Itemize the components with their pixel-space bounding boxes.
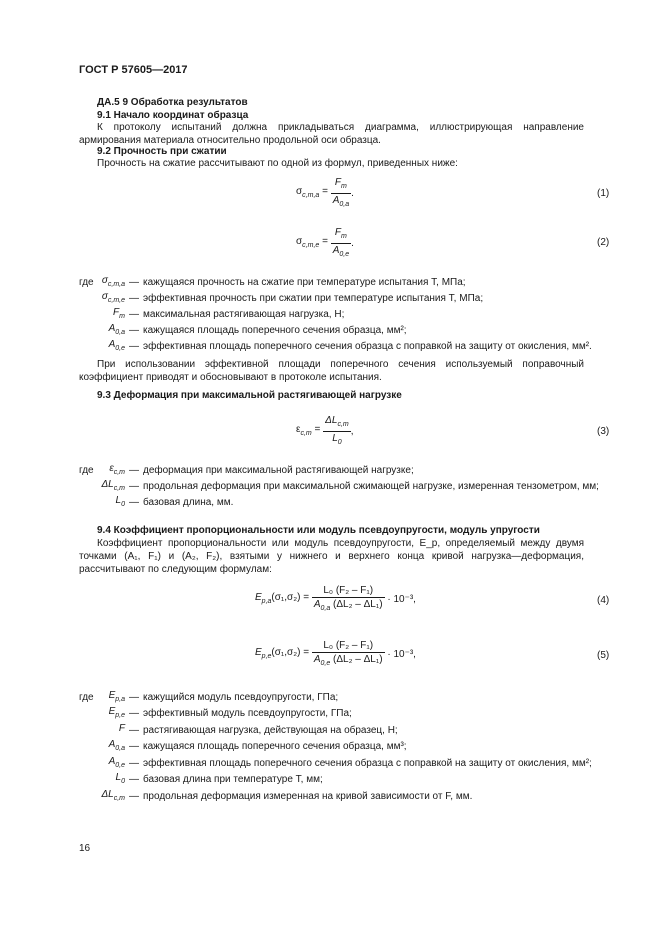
equation-1: $\sigma_{c,m,a}$ = $\frac{F_m}{A_{0,a}}$ . [296, 176, 354, 211]
definition-text: растягивающая нагрузка, действующая на образец, Н; [143, 724, 398, 736]
equation-3: $\varepsilon_{c,m}$ = $\frac{\Delta L_{c,m}}{L_0}$ , [296, 414, 354, 449]
paragraph-9-2-note: При использовании эффективной площади поперечного сечения используемый поправочный коэффициент приводят и обосновывают в протоколе испытания. [79, 359, 584, 383]
definition-symbol: $A_{0,e}$ [108, 755, 125, 769]
subsection-heading-9-3: 9.3 Деформация при максимальной растягивающей нагрузке [97, 390, 402, 401]
equation-number-5: (5) [597, 650, 610, 661]
page-number: 16 [79, 843, 91, 854]
definition-dash: — [129, 340, 139, 352]
definition-symbol: $A_{0,a}$ [108, 322, 125, 336]
where-label: где [79, 277, 94, 288]
paragraph-9-4: Коэффициент пропорциональности или модуль псевдоупругости, E_p, определяемый между двумя точками (A₁, F₁) и (A₂, F₂), взятыми у нижнего и верхнего конца кривой нагрузка—деформация, рассчитывают по следующим формулам: [79, 538, 584, 575]
definition-text: продольная деформация измеренная на кривой зависимости от F, мм. [143, 790, 473, 802]
subsection-heading-9-1: 9.1 Начало координат образца [97, 110, 249, 121]
definition-text: эффективная площадь поперечного сечения образца с поправкой на защиту от окисления, мм²; [143, 757, 592, 769]
document-title: ГОСТ Р 57605—2017 [79, 64, 188, 76]
definition-text: деформация при максимальной растягивающей нагрузке; [143, 464, 414, 476]
definition-text: эффективный модуль псевдоупругости, ГПа; [143, 708, 352, 719]
definition-symbol: $\sigma_{c,m,a}$ [101, 274, 125, 288]
definition-text: эффективная прочность при сжатии при температуре испытания T, МПа; [143, 292, 484, 304]
definition-text: максимальная растягивающая нагрузка, Н; [143, 308, 345, 320]
equation-number-3: (3) [597, 426, 610, 437]
definition-symbol: F [118, 722, 125, 734]
definition-text: кажущаяся площадь поперечного сечения образца, мм²; [143, 324, 407, 336]
definition-dash: — [129, 708, 139, 719]
definition-text: эффективная площадь поперечного сечения образца с поправкой на защиту от окисления, мм². [143, 340, 592, 352]
equation-5: $E_{p,e}(\sigma_1,\sigma_2)$ = $\frac{\text{L₀ (F₂ – F₁)}}{A_{0,e} (\Delta L_2 - \Delta L_1)}$ · 10⁻³, [255, 639, 416, 670]
definition-dash: — [129, 480, 139, 492]
where-label: где [79, 465, 94, 476]
subsection-heading-9-2: 9.2 Прочность при сжатии [97, 146, 227, 157]
equation-2: $\sigma_{c,m,e}$ = $\frac{F_m}{A_{0,e}}$ . [296, 226, 354, 261]
definition-text: базовая длина, мм. [143, 496, 234, 508]
definition-symbol: $L_0$ [115, 494, 125, 508]
definition-symbol: $\sigma_{c,m,e}$ [101, 290, 125, 304]
definition-symbol: $\Delta L_{c,m}$ [101, 788, 125, 802]
definition-dash: — [129, 774, 139, 785]
equation-number-4: (4) [597, 595, 610, 606]
definition-text: продольная деформация при максимальной сжимающей нагрузке, измеренная тензометром, мм; [143, 480, 599, 492]
definition-dash: — [129, 757, 139, 769]
definition-text: кажущаяся площадь поперечного сечения образца, мм³; [143, 741, 407, 752]
definition-dash: — [129, 324, 139, 336]
definition-symbol: $E_{p,a}$ [108, 689, 125, 703]
definition-text: базовая длина при температуре T, мм; [143, 774, 323, 785]
definition-dash: — [129, 292, 139, 304]
definition-symbol: $\varepsilon_{c,m}$ [109, 462, 125, 476]
definition-symbol: $A_{0,a}$ [108, 739, 125, 752]
definition-symbol: $A_{0,e}$ [108, 338, 125, 352]
equation-4: $E_{p,a}(\sigma_1,\sigma_2)$ = $\frac{\text{L₀ (F₂ – F₁)}}{A_{0,a} (\Delta L_2 - \Delta L_1)}$ · 10⁻³, [255, 584, 416, 615]
definition-dash: — [129, 741, 139, 752]
definition-dash: — [129, 276, 139, 288]
section-heading: ДА.5 9 Обработка результатов [97, 97, 248, 108]
definition-dash: — [129, 691, 139, 703]
definition-text: кажущийся модуль псевдоупругости, ГПа; [143, 691, 339, 703]
definition-dash: — [129, 308, 139, 320]
definition-symbol: $L_0$ [115, 772, 125, 785]
definition-dash: — [129, 496, 139, 508]
equation-number-2: (2) [597, 237, 610, 248]
definition-symbol: $E_{p,e}$ [108, 706, 125, 719]
subsection-heading-9-4: 9.4 Коэффициент пропорциональности или модуль псевдоупругости, модуль упругости [97, 525, 540, 536]
definition-symbol: $\Delta L_{c,m}$ [101, 478, 125, 492]
definition-symbol: $F_m$ [113, 306, 125, 320]
paragraph-9-1: К протоколу испытаний должна прикладываться диаграмма, иллюстрирующая направление армирования материала относительно продольной оси образца. [79, 122, 584, 146]
equation-number-1: (1) [597, 188, 610, 199]
paragraph-9-2-intro: Прочность на сжатие рассчитывают по одной из формул, приведенных ниже: [97, 158, 458, 169]
where-label: где [79, 692, 94, 703]
definition-dash: — [129, 790, 139, 802]
definition-dash: — [129, 724, 139, 736]
definition-text: кажущаяся прочность на сжатие при температуре испытания T, МПа; [143, 276, 466, 288]
definition-dash: — [129, 464, 139, 476]
